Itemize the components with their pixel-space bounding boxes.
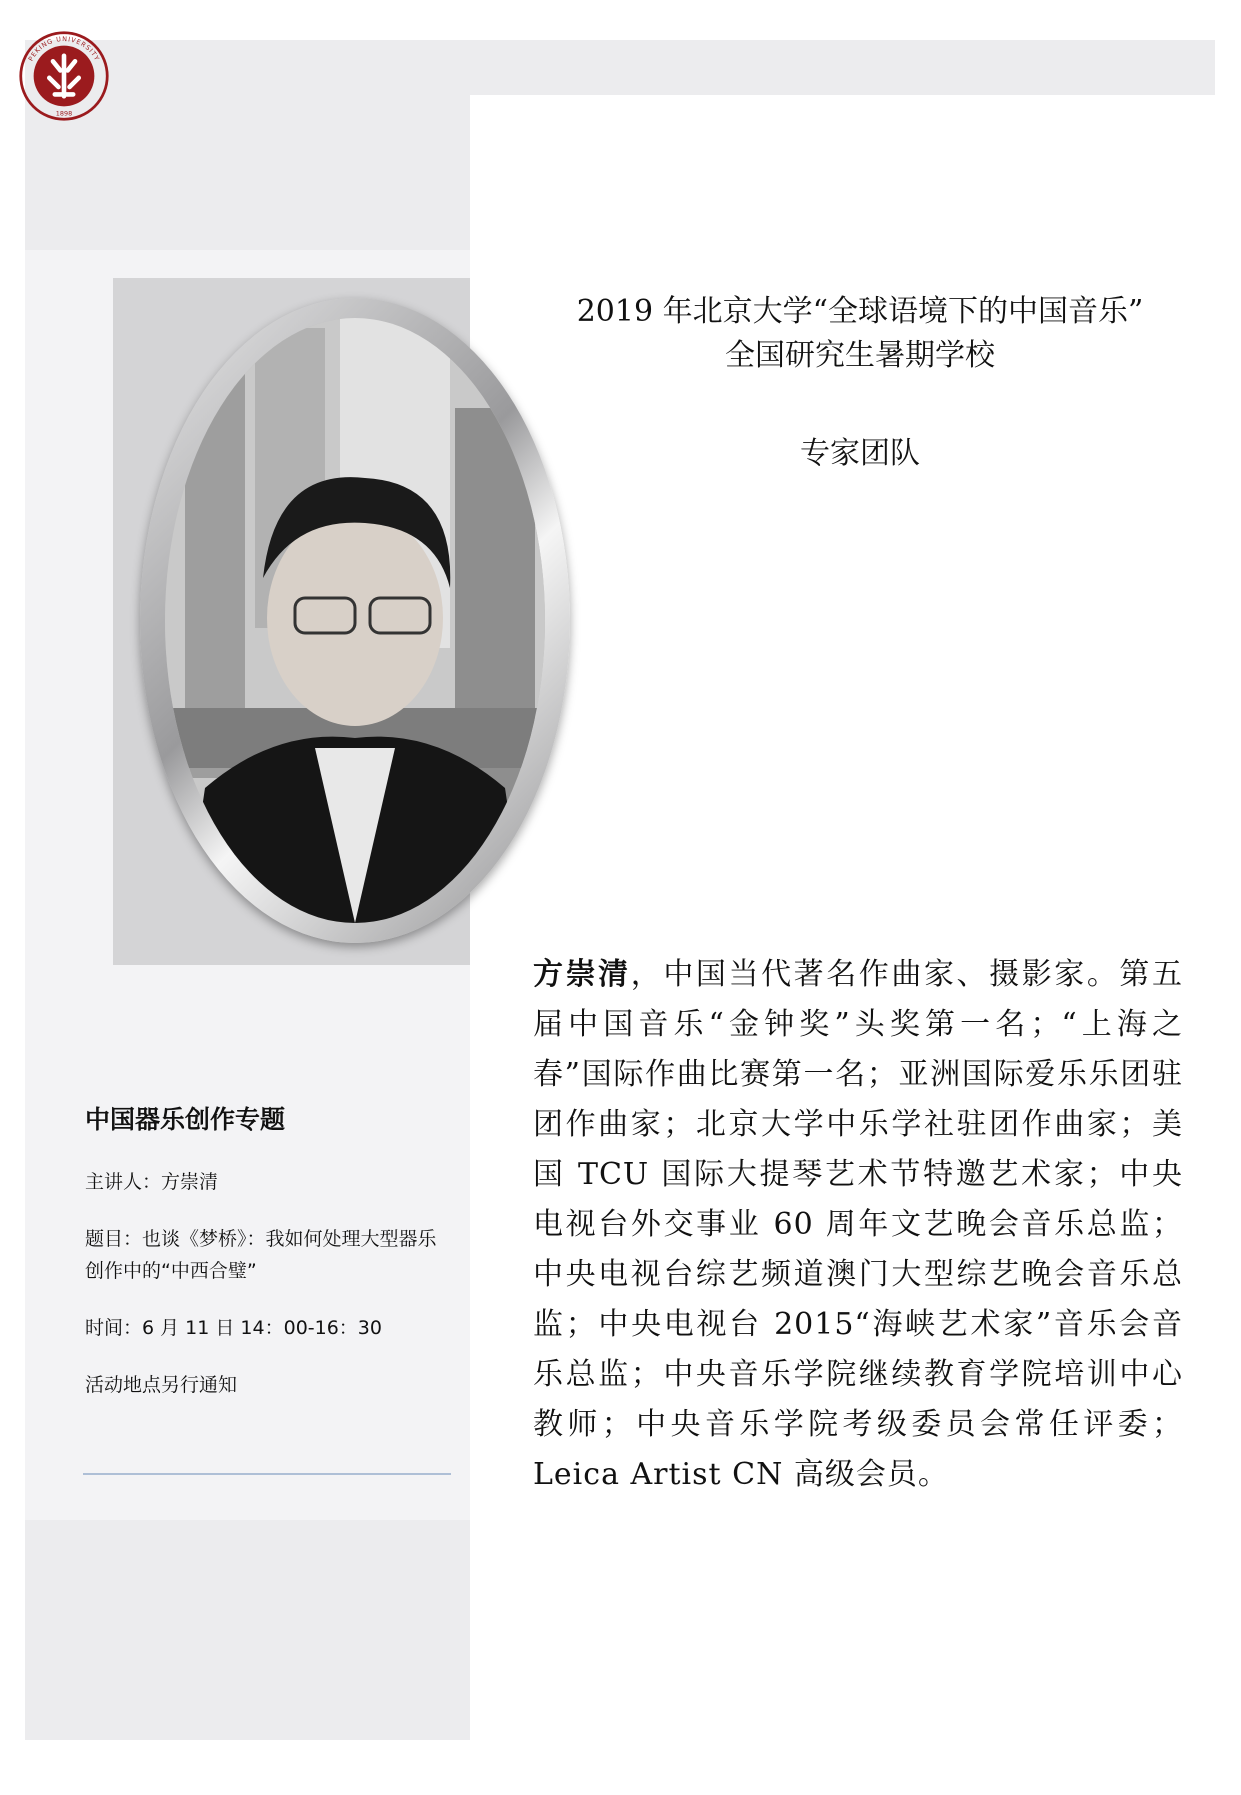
lecture-time: 时间：6 月 11 日 14：00-16：30 (85, 1317, 382, 1339)
logo-ring-text: PEKING UNIVERSITY (26, 34, 102, 63)
portrait-photo-icon (165, 318, 545, 923)
bio-name: 方崇清 (533, 957, 631, 992)
lecture-info (85, 1100, 455, 1426)
header-title-line1: 2019 年北京大学“全球语境下的中国音乐” (576, 294, 1144, 329)
lecture-speaker: 主讲人：方崇清 (85, 1171, 219, 1193)
header-title-line2: 全国研究生暑期学校 (725, 338, 995, 373)
header-subtitle: 专家团队 (800, 436, 920, 471)
bio-text: ，中国当代著名作曲家、摄影家。第五届中国音乐“金钟奖”头奖第一名；“上海之春”国际作曲比赛第一名；亚洲国际爱乐乐团驻团作曲家；北京大学中乐学社驻团作曲家；美国 TCU 国际大提琴艺术节特邀艺术家；中央电视台外交事业 60 周年文艺晚会音乐总监；中央电视台综艺频道澳门大型综艺晚会音乐总监；中央电视台 2015“海峡艺术家”音乐会音乐总监；中央音乐学院继续教育学院培训中心教师；中央音乐学院考级委员会常任评委；Leica Artist CN 高级会员。 (533, 957, 1184, 1492)
lecture-topic: 题目：也谈《梦桥》：我如何处理大型器乐创作中的“中西合璧” (85, 1228, 437, 1282)
peking-university-seal-icon (18, 30, 110, 122)
lecture-title: 中国器乐创作专题 (85, 1105, 286, 1134)
lecture-location: 活动地点另行通知 (85, 1374, 238, 1396)
bio-paragraph (533, 950, 1183, 1500)
header-title (530, 290, 1190, 378)
divider (83, 1473, 451, 1475)
logo-year: 1898 (55, 109, 73, 118)
